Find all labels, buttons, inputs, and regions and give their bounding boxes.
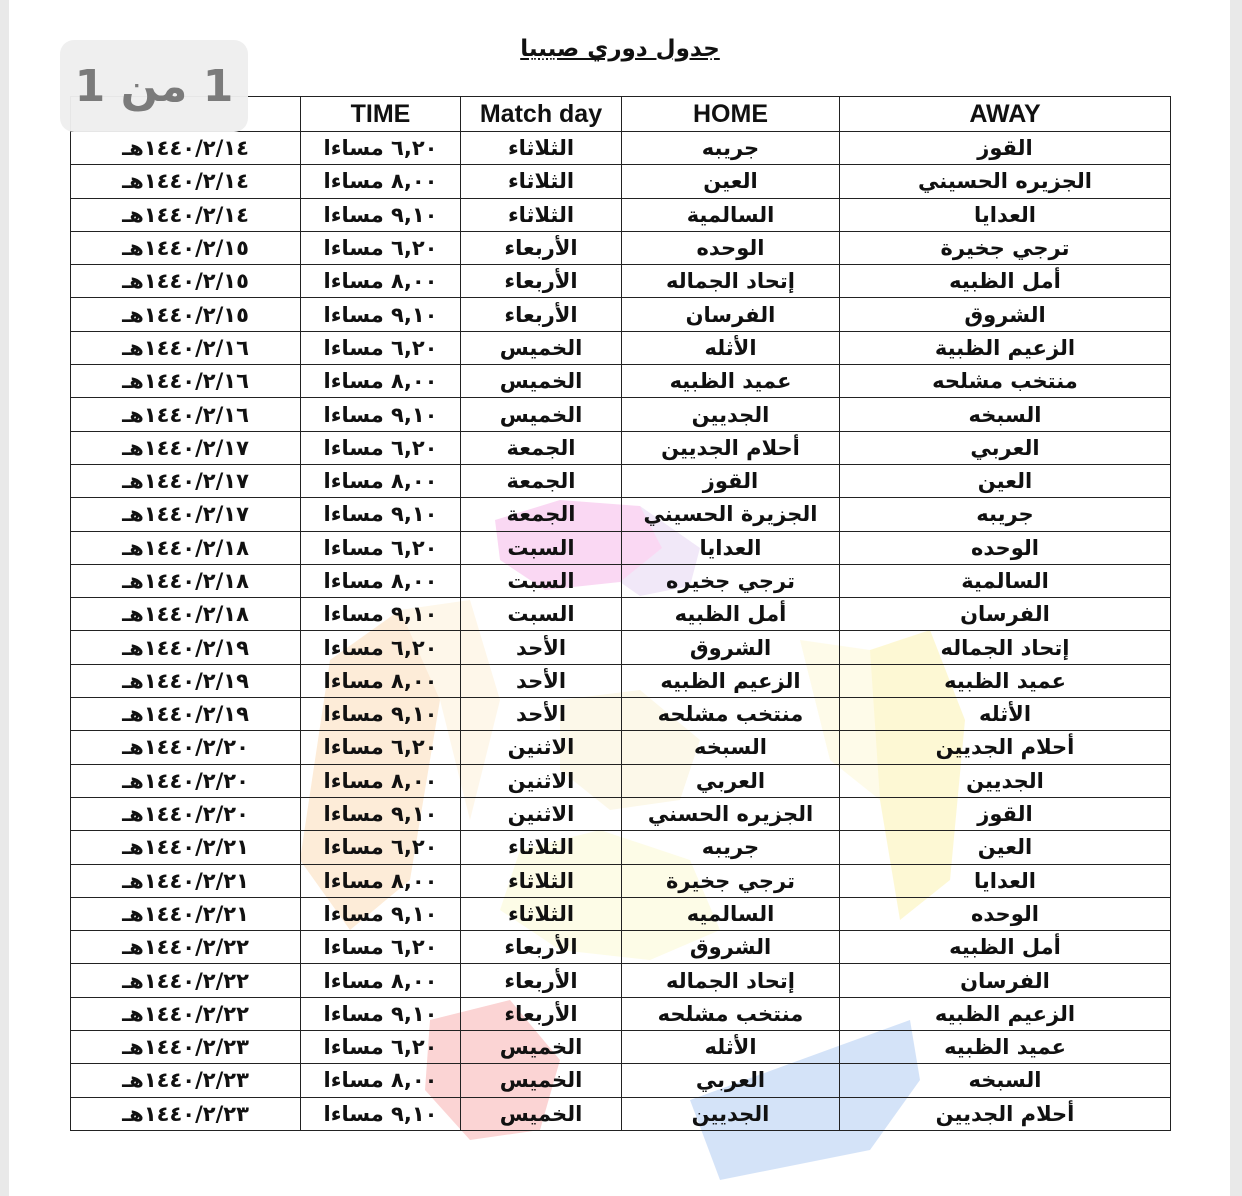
home-team-cell: الفرسان [622, 298, 840, 331]
time-cell: ٨,٠٠ مساءا [301, 964, 461, 997]
time-cell: ٩,١٠ مساءا [301, 997, 461, 1030]
column-header-home: HOME [622, 97, 840, 132]
table-row [71, 431, 1171, 464]
match-day-cell: الأربعاء [461, 997, 622, 1030]
page-counter-badge: 1 من 1 [60, 40, 248, 132]
home-team-cell: إتحاد الجماله [622, 265, 840, 298]
time-cell: ٦,٢٠ مساءا [301, 731, 461, 764]
home-team-cell: الأثله [622, 331, 840, 364]
home-team-cell: الشروق [622, 631, 840, 664]
match-day-cell: الاثنين [461, 731, 622, 764]
date-cell: ١٤٤٠/٢/١٩هـ [71, 698, 301, 731]
match-day-cell: الثلاثاء [461, 831, 622, 864]
table-row [71, 231, 1171, 264]
away-team-cell: أحلام الجديين [840, 731, 1171, 764]
time-cell: ٩,١٠ مساءا [301, 498, 461, 531]
away-team-cell: الوحده [840, 531, 1171, 564]
date-cell: ١٤٤٠/٢/١٧هـ [71, 464, 301, 497]
time-cell: ٦,٢٠ مساءا [301, 531, 461, 564]
match-day-cell: الأربعاء [461, 931, 622, 964]
home-team-cell: العين [622, 165, 840, 198]
table-row [71, 331, 1171, 364]
away-team-cell: الشروق [840, 298, 1171, 331]
time-cell: ٨,٠٠ مساءا [301, 764, 461, 797]
match-day-cell: الأحد [461, 664, 622, 697]
home-team-cell: السالميه [622, 897, 840, 930]
column-header-match-day: Match day [461, 97, 622, 132]
table-row [71, 664, 1171, 697]
match-day-cell: الخميس [461, 398, 622, 431]
time-cell: ٩,١٠ مساءا [301, 598, 461, 631]
match-day-cell: السبت [461, 598, 622, 631]
away-team-cell: العين [840, 464, 1171, 497]
away-team-cell: أمل الظبيه [840, 265, 1171, 298]
time-cell: ٨,٠٠ مساءا [301, 664, 461, 697]
match-day-cell: الثلاثاء [461, 132, 622, 165]
match-day-cell: الأحد [461, 631, 622, 664]
date-cell: ١٤٤٠/٢/١٤هـ [71, 132, 301, 165]
match-day-cell: الثلاثاء [461, 897, 622, 930]
time-cell: ٦,٢٠ مساءا [301, 231, 461, 264]
home-team-cell: العربي [622, 1064, 840, 1097]
away-team-cell: أمل الظبيه [840, 931, 1171, 964]
table-body [71, 132, 1171, 1131]
table-row [71, 531, 1171, 564]
document-title: جدول دوري صيبيا [520, 36, 720, 62]
date-cell: ١٤٤٠/٢/٢٣هـ [71, 1031, 301, 1064]
home-team-cell: الجديين [622, 398, 840, 431]
table-row [71, 698, 1171, 731]
match-day-cell: الأربعاء [461, 231, 622, 264]
table-row [71, 132, 1171, 165]
time-cell: ٩,١٠ مساءا [301, 298, 461, 331]
home-team-cell: ترجي جخيرة [622, 864, 840, 897]
match-day-cell: السبت [461, 531, 622, 564]
home-team-cell: الجديين [622, 1097, 840, 1130]
table-row [71, 398, 1171, 431]
table-row [71, 964, 1171, 997]
home-team-cell: جريبه [622, 132, 840, 165]
table-row [71, 464, 1171, 497]
away-team-cell: منتخب مشلحه [840, 365, 1171, 398]
table-row [71, 731, 1171, 764]
away-team-cell: الوحده [840, 897, 1171, 930]
match-day-cell: الخميس [461, 1031, 622, 1064]
time-cell: ٦,٢٠ مساءا [301, 431, 461, 464]
time-cell: ٩,١٠ مساءا [301, 1097, 461, 1130]
table-row [71, 1064, 1171, 1097]
match-day-cell: الاثنين [461, 797, 622, 830]
away-team-cell: الزعيم الظبيه [840, 997, 1171, 1030]
time-cell: ٦,٢٠ مساءا [301, 631, 461, 664]
match-day-cell: الثلاثاء [461, 864, 622, 897]
table-row [71, 864, 1171, 897]
date-cell: ١٤٤٠/٢/٢١هـ [71, 864, 301, 897]
date-cell: ١٤٤٠/٢/٢٢هـ [71, 931, 301, 964]
date-cell: ١٤٤٠/٢/١٨هـ [71, 598, 301, 631]
date-cell: ١٤٤٠/٢/١٩هـ [71, 664, 301, 697]
away-team-cell: العربي [840, 431, 1171, 464]
table-row [71, 198, 1171, 231]
match-day-cell: الخميس [461, 331, 622, 364]
home-team-cell: العربي [622, 764, 840, 797]
away-team-cell: العدايا [840, 198, 1171, 231]
time-cell: ٨,٠٠ مساءا [301, 864, 461, 897]
date-cell: ١٤٤٠/٢/١٨هـ [71, 531, 301, 564]
away-team-cell: عميد الظبيه [840, 664, 1171, 697]
home-team-cell: الجزيرة الحسيني [622, 498, 840, 531]
home-team-cell: جريبه [622, 831, 840, 864]
time-cell: ٦,٢٠ مساءا [301, 331, 461, 364]
date-cell: ١٤٤٠/٢/١٥هـ [71, 298, 301, 331]
away-team-cell: أحلام الجديين [840, 1097, 1171, 1130]
table-row [71, 165, 1171, 198]
date-cell: ١٤٤٠/٢/٢١هـ [71, 897, 301, 930]
date-cell: ١٤٤٠/٢/١٧هـ [71, 498, 301, 531]
time-cell: ٨,٠٠ مساءا [301, 464, 461, 497]
time-cell: ٨,٠٠ مساءا [301, 564, 461, 597]
table-row [71, 265, 1171, 298]
time-cell: ٨,٠٠ مساءا [301, 265, 461, 298]
away-team-cell: القوز [840, 797, 1171, 830]
match-day-cell: الأربعاء [461, 265, 622, 298]
date-cell: ١٤٤٠/٢/٢٣هـ [71, 1097, 301, 1130]
match-day-cell: الجمعة [461, 431, 622, 464]
time-cell: ٩,١٠ مساءا [301, 897, 461, 930]
match-schedule-table [70, 96, 1171, 1131]
time-cell: ٦,٢٠ مساءا [301, 132, 461, 165]
date-cell: ١٤٤٠/٢/٢٠هـ [71, 731, 301, 764]
match-day-cell: الثلاثاء [461, 165, 622, 198]
away-team-cell: العدايا [840, 864, 1171, 897]
home-team-cell: القوز [622, 464, 840, 497]
away-team-cell: السبخه [840, 1064, 1171, 1097]
time-cell: ٩,١٠ مساءا [301, 398, 461, 431]
match-day-cell: السبت [461, 564, 622, 597]
away-team-cell: الجديين [840, 764, 1171, 797]
match-day-cell: الخميس [461, 1064, 622, 1097]
time-cell: ٩,١٠ مساءا [301, 797, 461, 830]
table-row [71, 365, 1171, 398]
home-team-cell: الشروق [622, 931, 840, 964]
home-team-cell: أمل الظبيه [622, 598, 840, 631]
match-day-cell: الاثنين [461, 764, 622, 797]
column-header-away: AWAY [840, 97, 1171, 132]
time-cell: ٦,٢٠ مساءا [301, 931, 461, 964]
match-day-cell: الأحد [461, 698, 622, 731]
date-cell: ١٤٤٠/٢/١٦هـ [71, 365, 301, 398]
match-day-cell: الخميس [461, 365, 622, 398]
date-cell: ١٤٤٠/٢/٢٢هـ [71, 964, 301, 997]
match-day-cell: الثلاثاء [461, 198, 622, 231]
home-team-cell: أحلام الجديين [622, 431, 840, 464]
home-team-cell: ترجي جخيره [622, 564, 840, 597]
table-row [71, 764, 1171, 797]
table-row [71, 797, 1171, 830]
home-team-cell: منتخب مشلحه [622, 698, 840, 731]
away-team-cell: السبخه [840, 398, 1171, 431]
table-row [71, 564, 1171, 597]
home-team-cell: منتخب مشلحه [622, 997, 840, 1030]
table-row [71, 631, 1171, 664]
time-cell: ٨,٠٠ مساءا [301, 1064, 461, 1097]
time-cell: ٩,١٠ مساءا [301, 698, 461, 731]
away-team-cell: ترجي جخيرة [840, 231, 1171, 264]
away-team-cell: الفرسان [840, 598, 1171, 631]
table-row [71, 498, 1171, 531]
date-cell: ١٤٤٠/٢/٢٢هـ [71, 997, 301, 1030]
date-cell: ١٤٤٠/٢/١٥هـ [71, 265, 301, 298]
match-day-cell: الخميس [461, 1097, 622, 1130]
date-cell: ١٤٤٠/٢/١٦هـ [71, 331, 301, 364]
home-team-cell: السبخه [622, 731, 840, 764]
match-day-cell: الأربعاء [461, 964, 622, 997]
away-team-cell: جريبه [840, 498, 1171, 531]
away-team-cell: إتحاد الجماله [840, 631, 1171, 664]
date-cell: ١٤٤٠/٢/٢٠هـ [71, 764, 301, 797]
table-row [71, 997, 1171, 1030]
column-header-time: TIME [301, 97, 461, 132]
match-day-cell: الجمعة [461, 498, 622, 531]
away-team-cell: الزعيم الظبية [840, 331, 1171, 364]
away-team-cell: السالمية [840, 564, 1171, 597]
date-cell: ١٤٤٠/٢/١٩هـ [71, 631, 301, 664]
time-cell: ٨,٠٠ مساءا [301, 165, 461, 198]
home-team-cell: عميد الظبيه [622, 365, 840, 398]
date-cell: ١٤٤٠/٢/٢١هـ [71, 831, 301, 864]
time-cell: ٦,٢٠ مساءا [301, 1031, 461, 1064]
date-cell: ١٤٤٠/٢/١٤هـ [71, 198, 301, 231]
away-team-cell: الفرسان [840, 964, 1171, 997]
away-team-cell: القوز [840, 132, 1171, 165]
away-team-cell: الجزيره الحسيني [840, 165, 1171, 198]
home-team-cell: الأثله [622, 1031, 840, 1064]
date-cell: ١٤٤٠/٢/٢٣هـ [71, 1064, 301, 1097]
table-row [71, 1097, 1171, 1130]
time-cell: ٦,٢٠ مساءا [301, 831, 461, 864]
home-team-cell: الزعيم الظبيه [622, 664, 840, 697]
home-team-cell: الوحده [622, 231, 840, 264]
time-cell: ٨,٠٠ مساءا [301, 365, 461, 398]
away-team-cell: العين [840, 831, 1171, 864]
home-team-cell: الجزيره الحسني [622, 797, 840, 830]
table-row [71, 598, 1171, 631]
date-cell: ١٤٤٠/٢/١٥هـ [71, 231, 301, 264]
home-team-cell: العدايا [622, 531, 840, 564]
away-team-cell: عميد الظبيه [840, 1031, 1171, 1064]
home-team-cell: السالمية [622, 198, 840, 231]
home-team-cell: إتحاد الجماله [622, 964, 840, 997]
page-edge-left [0, 0, 9, 1196]
date-cell: ١٤٤٠/٢/١٦هـ [71, 398, 301, 431]
match-day-cell: الجمعة [461, 464, 622, 497]
table-row [71, 1031, 1171, 1064]
table-row [71, 298, 1171, 331]
time-cell: ٩,١٠ مساءا [301, 198, 461, 231]
page-edge-right [1230, 0, 1242, 1196]
table-row [71, 831, 1171, 864]
date-cell: ١٤٤٠/٢/١٧هـ [71, 431, 301, 464]
date-cell: ١٤٤٠/٢/١٨هـ [71, 564, 301, 597]
table-row [71, 931, 1171, 964]
date-cell: ١٤٤٠/٢/٢٠هـ [71, 797, 301, 830]
match-day-cell: الأربعاء [461, 298, 622, 331]
date-cell: ١٤٤٠/٢/١٤هـ [71, 165, 301, 198]
table-row [71, 897, 1171, 930]
away-team-cell: الأثله [840, 698, 1171, 731]
